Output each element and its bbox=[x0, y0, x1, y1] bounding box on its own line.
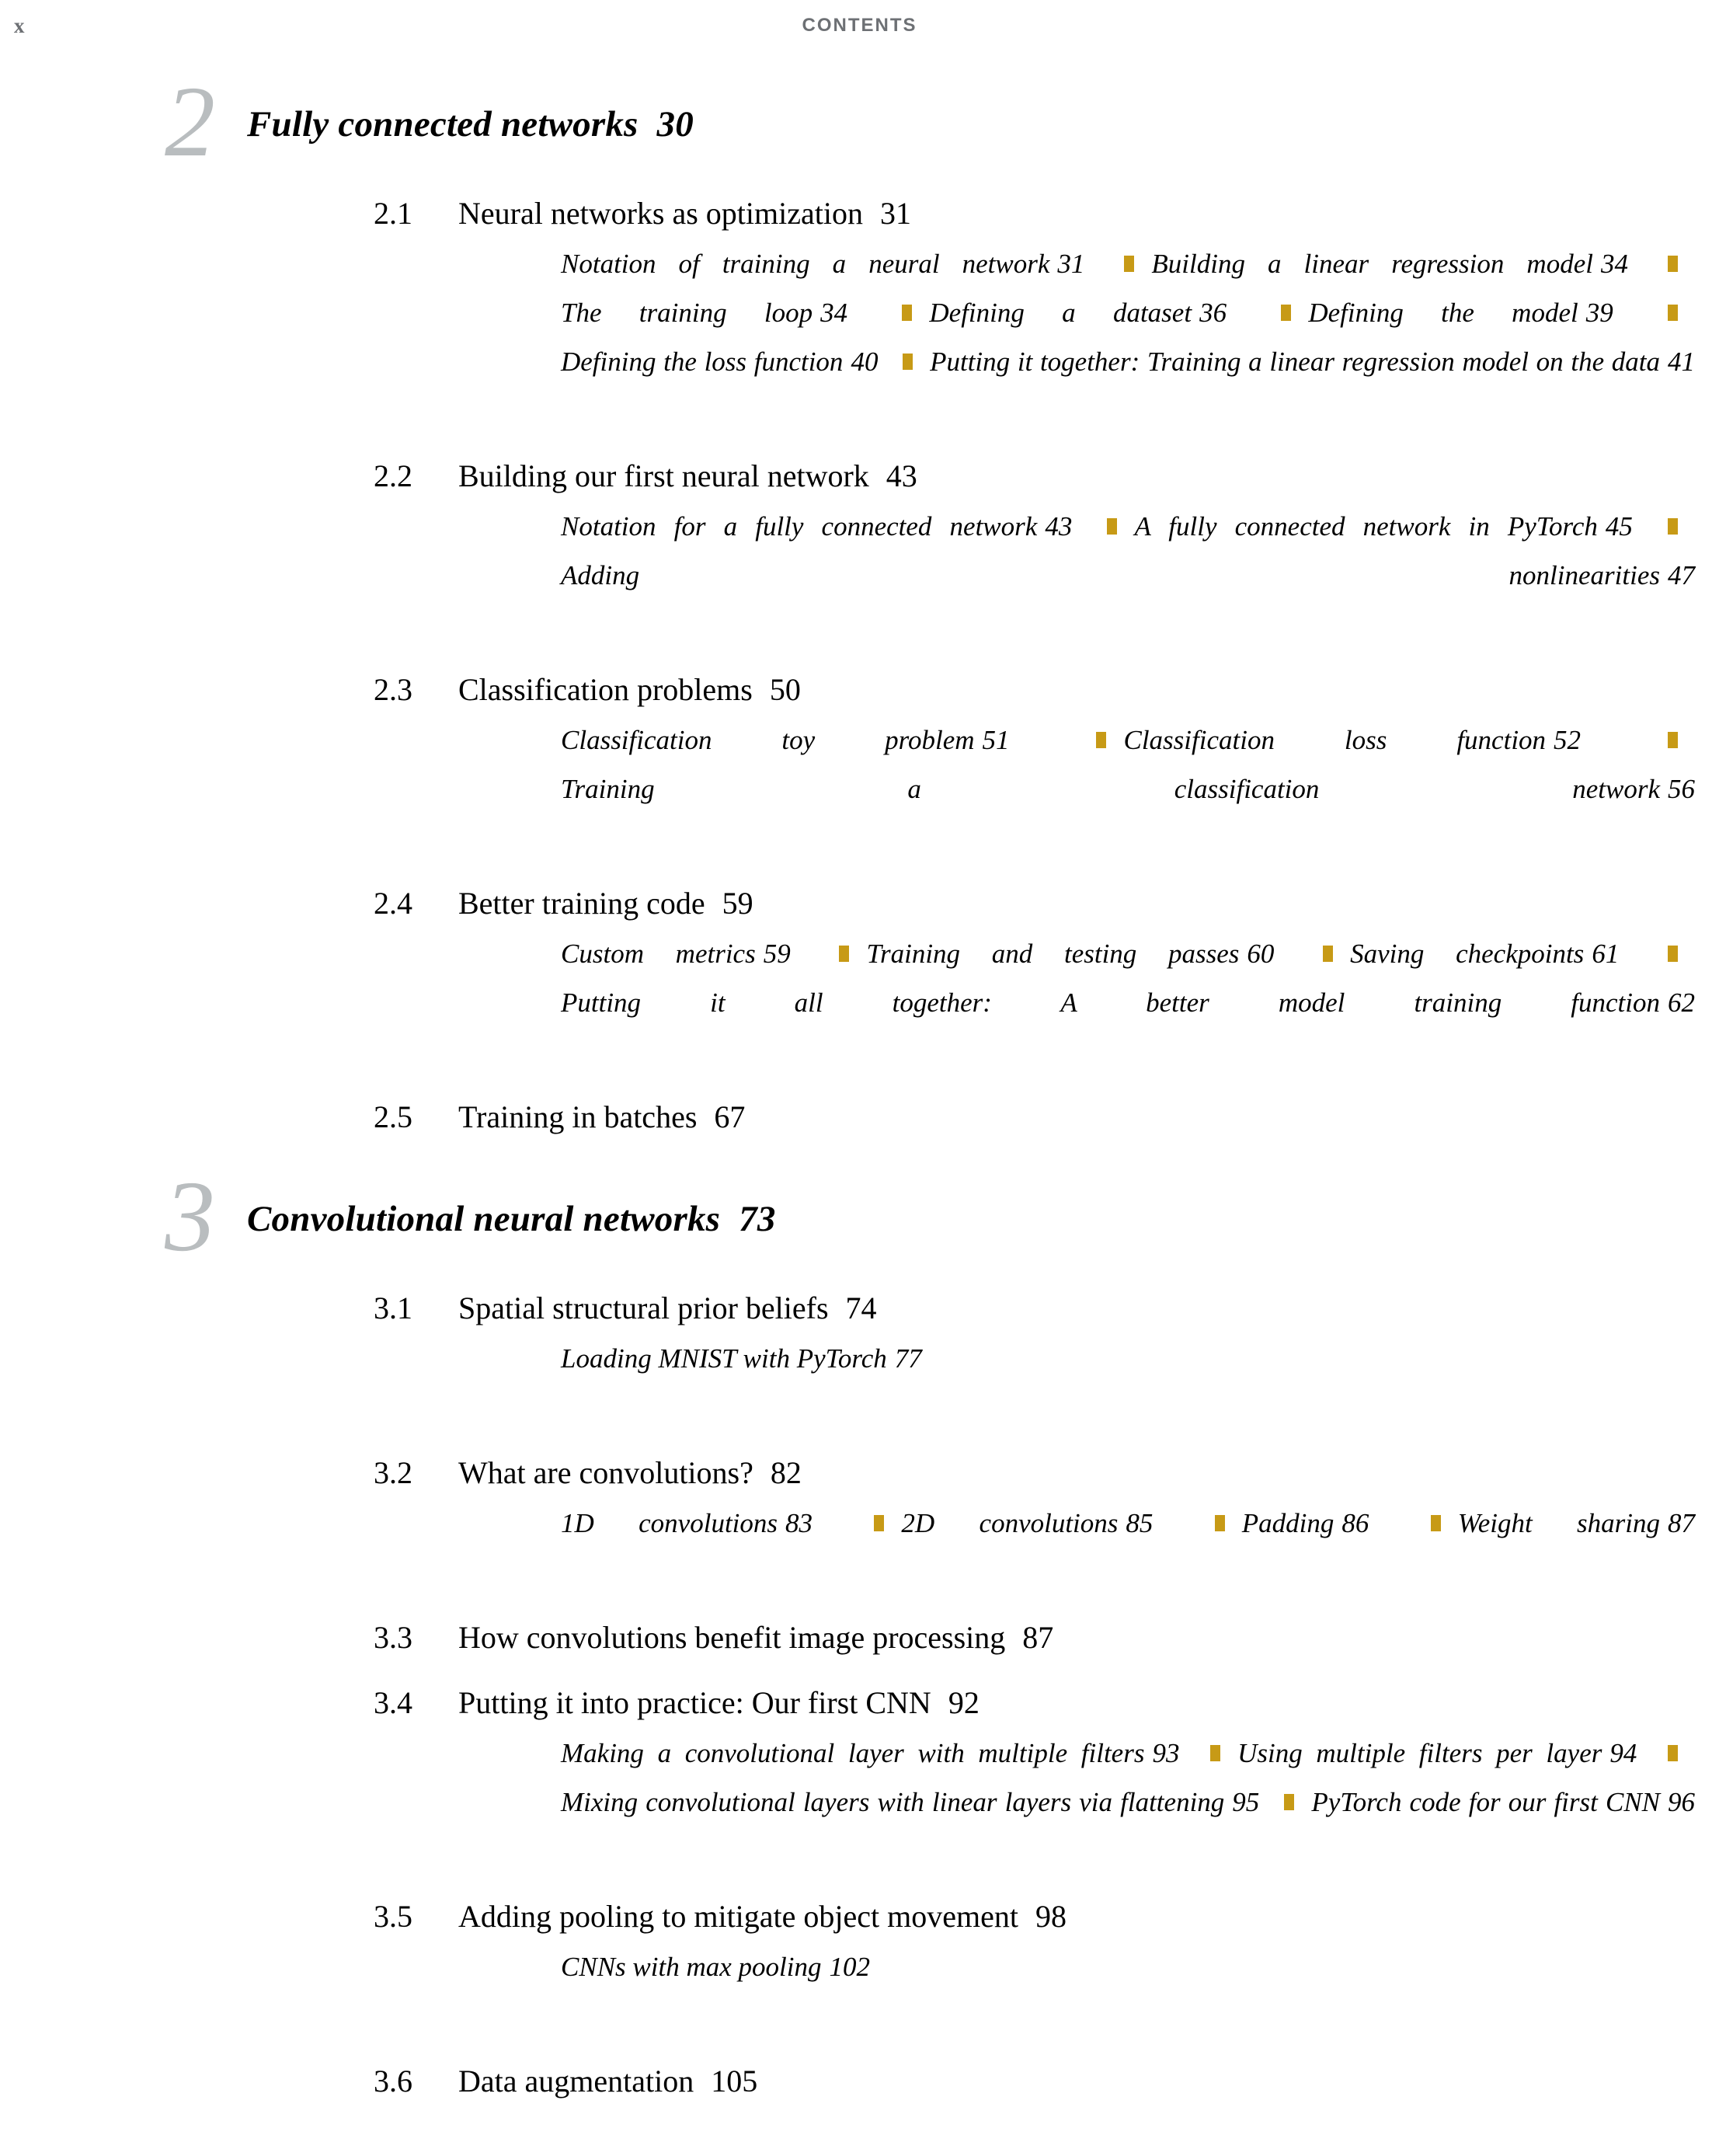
section-block bbox=[0, 1679, 1719, 1876]
section-number: 2.1 bbox=[374, 196, 412, 231]
subsection-list bbox=[561, 502, 1695, 649]
subsection-list bbox=[561, 1499, 1695, 1597]
subsection-page-number: 94 bbox=[1609, 1738, 1637, 1768]
chapter-gap bbox=[0, 1141, 1719, 1185]
subsection-title: Putting it together: Training a linear regression model on the data bbox=[930, 347, 1661, 377]
subsection-title: Putting it all together: A better model training function bbox=[561, 987, 1660, 1018]
subsection-page-number: 34 bbox=[1600, 249, 1628, 279]
section-number: 3.3 bbox=[374, 1620, 412, 1655]
subsection-entry[interactable] bbox=[929, 298, 1227, 328]
section-page-number: 43 bbox=[886, 458, 917, 493]
subsection-separator-icon bbox=[1668, 732, 1678, 748]
chapter-page-number: 73 bbox=[739, 1199, 776, 1239]
subsection-separator-icon bbox=[1668, 946, 1678, 962]
subsection-entry[interactable] bbox=[561, 1952, 870, 1982]
subsection-title: Classification loss function bbox=[1123, 725, 1547, 755]
subsection-separator-icon bbox=[1668, 518, 1678, 535]
subsection-title: Custom metrics bbox=[561, 939, 756, 969]
subsection-list bbox=[561, 716, 1695, 862]
subsection-entry[interactable] bbox=[1350, 939, 1619, 969]
subsection-separator-icon bbox=[1668, 305, 1678, 321]
subsection-page-number: 86 bbox=[1341, 1508, 1369, 1538]
section-page-number: 87 bbox=[1022, 1620, 1054, 1655]
subsection-entry[interactable] bbox=[561, 1508, 813, 1538]
subsection-page-number: 40 bbox=[851, 347, 879, 377]
chapter-title[interactable] bbox=[247, 1198, 776, 1240]
subsection-title: Padding bbox=[1241, 1508, 1334, 1538]
subsection-title: 2D convolutions bbox=[901, 1508, 1119, 1538]
section-title bbox=[458, 1614, 1053, 1662]
subsection-entry[interactable] bbox=[1123, 725, 1581, 755]
subsection-separator-icon bbox=[1096, 732, 1106, 748]
subsection-separator-icon bbox=[1210, 1745, 1220, 1761]
subsection-separator-icon bbox=[1668, 1745, 1678, 1761]
section-title bbox=[458, 452, 917, 500]
section-page-number: 31 bbox=[879, 196, 911, 231]
subsection-page-number: 31 bbox=[1057, 249, 1085, 279]
subsection-title: Training and testing passes bbox=[866, 939, 1240, 969]
subsection-separator-icon bbox=[1668, 256, 1678, 272]
section-page-number: 98 bbox=[1035, 1899, 1067, 1934]
subsection-entry[interactable] bbox=[561, 298, 847, 328]
subsection-title: Notation of training a neural network bbox=[561, 249, 1050, 279]
section-page-number: 59 bbox=[722, 886, 753, 921]
subsection-entry[interactable] bbox=[930, 347, 1695, 377]
subsection-entry[interactable] bbox=[561, 347, 878, 377]
subsection-list bbox=[561, 929, 1695, 1076]
section-title-text: What are convolutions? bbox=[458, 1455, 753, 1490]
subsection-page-number: 96 bbox=[1668, 1787, 1696, 1817]
subsection-title: Loading MNIST with PyTorch bbox=[561, 1343, 887, 1374]
page-folio: x bbox=[14, 14, 25, 37]
subsection-page-number: 77 bbox=[894, 1343, 922, 1374]
section-title bbox=[458, 879, 753, 928]
subsection-page-number: 39 bbox=[1585, 298, 1613, 328]
subsection-title: Saving checkpoints bbox=[1350, 939, 1585, 969]
section-block bbox=[0, 190, 1719, 435]
subsection-title: Building a linear regression model bbox=[1151, 249, 1593, 279]
subsection-page-number: 102 bbox=[829, 1952, 870, 1982]
subsection-entry[interactable] bbox=[1242, 1508, 1369, 1538]
subsection-title: A fully connected network in PyTorch bbox=[1134, 511, 1598, 542]
subsection-page-number: 43 bbox=[1045, 511, 1073, 542]
section-page-number: 105 bbox=[711, 2064, 758, 2099]
section-title-text: How convolutions benefit image processing bbox=[458, 1620, 1006, 1655]
subsection-page-number: 60 bbox=[1247, 939, 1275, 969]
section-block bbox=[0, 1093, 1719, 1141]
section-block bbox=[0, 452, 1719, 649]
subsection-title: Defining the model bbox=[1308, 298, 1578, 328]
section-heading[interactable] bbox=[0, 190, 1719, 238]
subsection-entry[interactable] bbox=[561, 1787, 1259, 1817]
chapter-number: 3 bbox=[165, 1161, 215, 1273]
section-page-number: 67 bbox=[714, 1099, 746, 1134]
subsection-entry[interactable] bbox=[561, 560, 1695, 590]
section-title-text: Putting it into practice: Our first CNN bbox=[458, 1685, 931, 1720]
section-number: 3.4 bbox=[374, 1685, 412, 1720]
section-number: 3.1 bbox=[374, 1290, 412, 1325]
section-title bbox=[458, 1284, 877, 1332]
subsection-title: Making a convolutional layer with multiple filters bbox=[561, 1738, 1145, 1768]
section-block bbox=[0, 1284, 1719, 1432]
section-page-number: 50 bbox=[769, 672, 801, 707]
section-heading[interactable] bbox=[0, 1679, 1719, 1727]
section-heading[interactable] bbox=[0, 1893, 1719, 1941]
subsection-page-number: 47 bbox=[1668, 560, 1695, 590]
running-head bbox=[0, 0, 1719, 50]
table-of-contents bbox=[0, 50, 1719, 2105]
subsection-title: 1D convolutions bbox=[561, 1508, 778, 1538]
subsection-entry[interactable] bbox=[561, 939, 791, 969]
subsection-entry[interactable] bbox=[561, 249, 1084, 279]
section-page-number: 92 bbox=[948, 1685, 980, 1720]
subsection-entry[interactable] bbox=[1311, 1787, 1695, 1817]
subsection-separator-icon bbox=[839, 946, 849, 962]
subsection-page-number: 56 bbox=[1668, 774, 1695, 804]
section-block bbox=[0, 1614, 1719, 1662]
subsection-page-number: 62 bbox=[1668, 987, 1695, 1018]
subsection-title: Adding nonlinearities bbox=[561, 560, 1660, 590]
subsection-page-number: 52 bbox=[1554, 725, 1582, 755]
section-block bbox=[0, 1449, 1719, 1597]
section-heading[interactable] bbox=[0, 1093, 1719, 1141]
subsection-entry[interactable] bbox=[1458, 1508, 1695, 1538]
subsection-page-number: 85 bbox=[1126, 1508, 1154, 1538]
subsection-title: Defining a dataset bbox=[929, 298, 1192, 328]
section-title bbox=[458, 2057, 757, 2105]
subsection-entry[interactable] bbox=[561, 511, 1072, 542]
section-title-text: Data augmentation bbox=[458, 2064, 694, 2099]
section-block bbox=[0, 1893, 1719, 2040]
subsection-page-number: 87 bbox=[1668, 1508, 1696, 1538]
subsection-title: Mixing convolutional layers with linear layers via flattening bbox=[561, 1787, 1225, 1817]
subsection-entry[interactable] bbox=[866, 939, 1274, 969]
chapter-page-number: 30 bbox=[656, 104, 694, 145]
subsection-separator-icon bbox=[1431, 1515, 1441, 1531]
section-heading[interactable] bbox=[0, 1284, 1719, 1332]
subsection-page-number: 36 bbox=[1199, 298, 1227, 328]
section-title-text: Training in batches bbox=[458, 1099, 698, 1134]
subsection-title: Weight sharing bbox=[1457, 1508, 1661, 1538]
subsection-separator-icon bbox=[1323, 946, 1333, 962]
subsection-list bbox=[561, 1334, 1695, 1432]
subsection-title: CNNs with max pooling bbox=[561, 1952, 822, 1982]
subsection-list bbox=[561, 1729, 1695, 1876]
section-title bbox=[458, 1679, 980, 1727]
section-page-number: 82 bbox=[770, 1455, 802, 1490]
section-number: 2.3 bbox=[374, 672, 412, 707]
section-title-text: Better training code bbox=[458, 886, 705, 921]
subsection-page-number: 83 bbox=[785, 1508, 813, 1538]
section-title-text: Building our first neural network bbox=[458, 458, 869, 493]
section-number: 3.2 bbox=[374, 1455, 412, 1490]
subsection-separator-icon bbox=[902, 305, 912, 321]
chapter-title-text: Fully connected networks bbox=[247, 104, 639, 145]
subsection-separator-icon bbox=[1281, 305, 1291, 321]
subsection-page-number: 61 bbox=[1592, 939, 1620, 969]
section-block bbox=[0, 879, 1719, 1076]
section-title-text: Spatial structural prior beliefs bbox=[458, 1290, 829, 1325]
section-heading[interactable] bbox=[0, 879, 1719, 928]
section-block bbox=[0, 2057, 1719, 2105]
section-number: 2.5 bbox=[374, 1099, 412, 1134]
section-title-text: Adding pooling to mitigate object movement bbox=[458, 1899, 1018, 1934]
subsection-entry[interactable] bbox=[1308, 298, 1613, 328]
subsection-entry[interactable] bbox=[561, 774, 1695, 804]
chapter-number: 2 bbox=[165, 66, 215, 178]
subsection-title: Notation for a fully connected network bbox=[561, 511, 1038, 542]
section-title-text: Neural networks as optimization bbox=[458, 196, 863, 231]
subsection-title: Classification toy problem bbox=[561, 725, 975, 755]
subsection-separator-icon bbox=[1284, 1794, 1294, 1810]
subsection-entry[interactable] bbox=[561, 1738, 1179, 1768]
subsection-page-number: 93 bbox=[1152, 1738, 1180, 1768]
section-number: 3.6 bbox=[374, 2064, 412, 2099]
subsection-entry[interactable] bbox=[901, 1508, 1153, 1538]
subsection-entry[interactable] bbox=[1134, 511, 1632, 542]
section-title bbox=[458, 190, 911, 238]
subsection-title: The training loop bbox=[561, 298, 813, 328]
section-block bbox=[0, 666, 1719, 862]
subsection-entry[interactable] bbox=[561, 987, 1695, 1018]
subsection-page-number: 41 bbox=[1668, 347, 1696, 377]
section-heading[interactable] bbox=[0, 452, 1719, 500]
section-heading[interactable] bbox=[0, 1449, 1719, 1497]
section-page-number: 74 bbox=[845, 1290, 877, 1325]
section-title bbox=[458, 1449, 802, 1497]
subsection-title: Using multiple filters per layer bbox=[1237, 1738, 1602, 1768]
subsection-separator-icon bbox=[1124, 256, 1134, 272]
section-number: 2.2 bbox=[374, 458, 412, 493]
subsection-page-number: 45 bbox=[1605, 511, 1633, 542]
subsection-entry[interactable] bbox=[561, 1343, 922, 1374]
chapter-title-text: Convolutional neural networks bbox=[247, 1199, 721, 1239]
subsection-page-number: 34 bbox=[820, 298, 848, 328]
subsection-title: Training a classification network bbox=[561, 774, 1660, 804]
section-title-text: Classification problems bbox=[458, 672, 753, 707]
chapter-heading[interactable] bbox=[0, 1161, 1719, 1273]
section-heading[interactable] bbox=[0, 1614, 1719, 1662]
chapter-block bbox=[0, 66, 1719, 1141]
section-heading[interactable] bbox=[0, 666, 1719, 714]
section-heading[interactable] bbox=[0, 2057, 1719, 2105]
subsection-title: PyTorch code for our first CNN bbox=[1311, 1787, 1661, 1817]
subsection-separator-icon bbox=[1215, 1515, 1225, 1531]
chapter-title[interactable] bbox=[247, 103, 694, 145]
subsection-page-number: 51 bbox=[982, 725, 1010, 755]
chapter-block bbox=[0, 1161, 1719, 2105]
section-title bbox=[458, 1893, 1067, 1941]
chapter-heading[interactable] bbox=[0, 66, 1719, 178]
section-number: 3.5 bbox=[374, 1899, 412, 1934]
subsection-entry[interactable] bbox=[1237, 1738, 1637, 1768]
subsection-separator-icon bbox=[903, 354, 913, 370]
section-number: 2.4 bbox=[374, 886, 412, 921]
subsection-list bbox=[561, 1942, 1695, 2040]
subsection-entry[interactable] bbox=[561, 725, 1010, 755]
subsection-page-number: 59 bbox=[763, 939, 791, 969]
subsection-separator-icon bbox=[874, 1515, 884, 1531]
subsection-list bbox=[561, 239, 1695, 435]
subsection-separator-icon bbox=[1107, 518, 1117, 535]
subsection-title: Defining the loss function bbox=[561, 347, 844, 377]
section-title bbox=[458, 1093, 745, 1141]
subsection-entry[interactable] bbox=[1151, 249, 1628, 279]
running-head-title: CONTENTS bbox=[802, 15, 917, 36]
section-title bbox=[458, 666, 801, 714]
subsection-page-number: 95 bbox=[1232, 1787, 1260, 1817]
